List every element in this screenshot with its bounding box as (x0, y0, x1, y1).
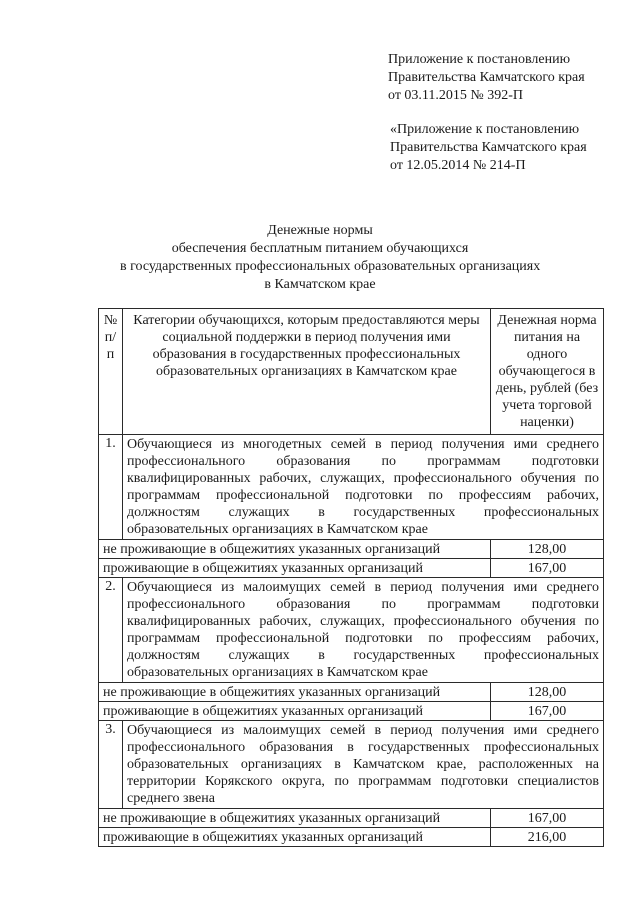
approval-header-line3: от 03.11.2015 № 392-П (388, 88, 524, 103)
row-value: 167,00 (491, 809, 604, 828)
section-2-row (99, 578, 604, 683)
row-label: не проживающие в общежитиях указанных организаций (99, 540, 491, 559)
document-title (120, 222, 541, 294)
row-value: 167,00 (491, 702, 604, 721)
row-label: проживающие в общежитиях указанных организаций (99, 702, 491, 721)
row-value: 167,00 (491, 559, 604, 578)
norms-table (98, 308, 604, 847)
table-row (99, 559, 604, 578)
original-header-line1: «Приложение к постановлению (390, 122, 580, 137)
section-number: 1. (99, 435, 123, 540)
original-header-line2: Правительства Камчатского края (390, 140, 587, 155)
title-line2: обеспечения бесплатным питанием обучающихся (171, 241, 469, 256)
original-header-line3: от 12.05.2014 № 214-П (390, 158, 526, 173)
row-label: проживающие в общежитиях указанных организаций (99, 559, 491, 578)
section-description: Обучающиеся из многодетных семей в период получения ими среднего профессионального образования по программам подготовки квалифицированных рабочих, служащих, профессионального обучения по программам профессиональной подготовки по профессиям рабочих, должностям служащих в государственных профессиональных образовательных организациях в Камчатском крае (123, 435, 604, 540)
original-appendix-header (390, 121, 587, 175)
approval-header (388, 51, 585, 105)
row-value: 128,00 (491, 683, 604, 702)
header-norm: Денежная норма питания на одного обучающегося в день, рублей (без учета торговой наценки) (491, 309, 604, 435)
section-number: 3. (99, 721, 123, 809)
section-3-row (99, 721, 604, 809)
row-label: не проживающие в общежитиях указанных организаций (99, 683, 491, 702)
table-row (99, 809, 604, 828)
row-value: 216,00 (491, 828, 604, 847)
approval-header-line2: Правительства Камчатского края (388, 70, 585, 85)
table-header-row (99, 309, 604, 435)
header-category: Категории обучающихся, которым предоставляются меры социальной поддержки в период получения ими образования в государственных профессиональных образовательных организациях в Камчатском крае (123, 309, 491, 435)
title-line1: Денежные нормы (267, 223, 373, 238)
section-1-row (99, 435, 604, 540)
row-label: не проживающие в общежитиях указанных организаций (99, 809, 491, 828)
table-row (99, 540, 604, 559)
row-value: 128,00 (491, 540, 604, 559)
section-number: 2. (99, 578, 123, 683)
table-row (99, 702, 604, 721)
section-description: Обучающиеся из малоимущих семей в период получения ими среднего профессионального образования по программам подготовки квалифицированных рабочих, служащих, профессионального обучения по программам профессиональной подготовки по профессиям рабочих, должностям служащих в государственных профессиональных образовательных организациях в Камчатском крае (123, 578, 604, 683)
row-label: проживающие в общежитиях указанных организаций (99, 828, 491, 847)
header-number: № п/п (99, 309, 123, 435)
table-row (99, 828, 604, 847)
title-line4: в Камчатском крае (264, 277, 376, 292)
title-line3: в государственных профессиональных образовательных организациях (120, 259, 541, 274)
section-description: Обучающиеся из малоимущих семей в период получения ими среднего профессионального образования в государственных профессиональных образовательных организациях в Камчатском крае, расположенных на территории Корякского округа, по программам подготовки специалистов среднего звена (123, 721, 604, 809)
approval-header-line1: Приложение к постановлению (388, 52, 571, 67)
table-row (99, 683, 604, 702)
